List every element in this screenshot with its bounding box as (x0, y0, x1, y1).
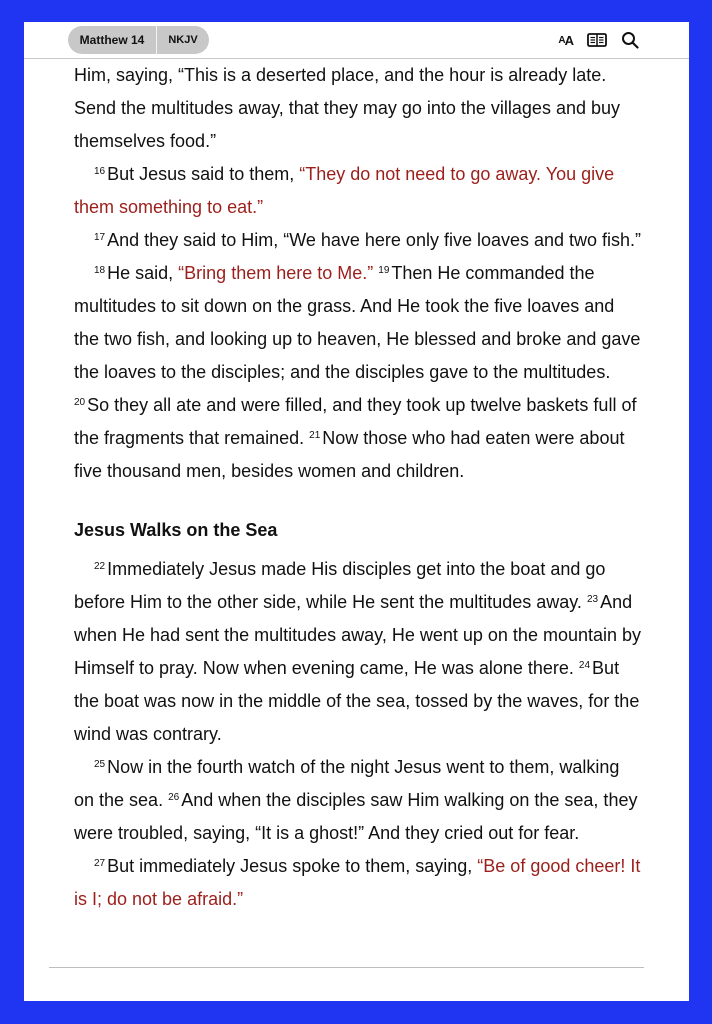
paragraph: $^{17}$ And they said to Him, “We have here only five loaves and two fish.” (94, 230, 642, 250)
book-chapter-button[interactable]: Matthew 14 (79, 33, 145, 47)
search-icon[interactable] (621, 31, 639, 49)
verse-number: 18 (94, 265, 106, 276)
verse-number: 23 (586, 594, 599, 605)
words-of-christ: “They do not need to go away. You give them something to eat.” (74, 164, 615, 217)
verse-number: 20 (74, 397, 86, 408)
verse-number: 21 (309, 430, 321, 441)
paragraph: $^{25}$ Now in the fourth watch of the night Jesus went to them, walking on the sea. $^{26}$ And when the disciples saw Him walking on the sea, they were troubled, saying, “It is a ghost!” And they cried out for fear. (74, 757, 638, 843)
words-of-christ: “Be of good cheer! It is I; do not be afraid.” (74, 856, 641, 909)
paragraph: $^{16}$ But Jesus said to them, “They do not need to go away. You give them something to eat.” (74, 164, 615, 217)
paragraph: Him, saying, “This is a deserted place, and the hour is already late. Send the multitudes away, that they may go into the villages and buy themselves food.” (74, 65, 620, 151)
verse-number: 16 (94, 166, 106, 177)
words-of-christ: “Bring them here to Me.” (178, 263, 374, 283)
verse-number: 19 (378, 265, 390, 276)
footer-divider (49, 967, 644, 968)
font-size-icon[interactable]: A A (558, 32, 573, 48)
reader-page (24, 22, 689, 1001)
paragraph: $^{27}$ But immediately Jesus spoke to them, saying, “Be of good cheer! It is I; do not be afraid.” (74, 856, 641, 909)
verse-number: 27 (94, 858, 106, 869)
paragraph: $^{22}$ Immediately Jesus made His disciples get into the boat and go before Him to the other side, while He sent the multitudes away. $^{23}$ And when He had sent the multitudes away, He went up on the mountain by Himself to pray. Now when evening came, He was alone there. $^{24}$ But the boat was now in the middle of the sea, tossed by the waves, for the wind was contrary. (74, 559, 642, 744)
passage-selector (68, 26, 209, 54)
section-heading: Jesus Walks on the Sea (74, 520, 278, 540)
paragraph: $^{18}$ He said, “Bring them here to Me.” $^{19}$ Then He commanded the multitudes to sit down on the grass. And He took the five loaves and the two fish, and looking up to heaven, He blessed and broke and gave the loaves to the disciples; and the disciples gave to the multitudes. $^{20}$ So they all ate and were filled, and they took up twelve baskets full of the fragments that remained. $^{21}$ Now those who had eaten were about five thousand men, besides women and children. (74, 263, 641, 481)
verse-number: 17 (94, 232, 106, 243)
verse-number: 25 (94, 759, 106, 770)
book-icon[interactable] (587, 32, 607, 48)
version-button[interactable]: NKJV (156, 26, 209, 54)
toolbar (558, 28, 639, 52)
scripture-text (74, 59, 644, 916)
top-bar (24, 22, 689, 58)
verse-number: 24 (578, 660, 591, 671)
verse-number: 22 (94, 561, 106, 572)
verse-number: 26 (168, 792, 180, 803)
